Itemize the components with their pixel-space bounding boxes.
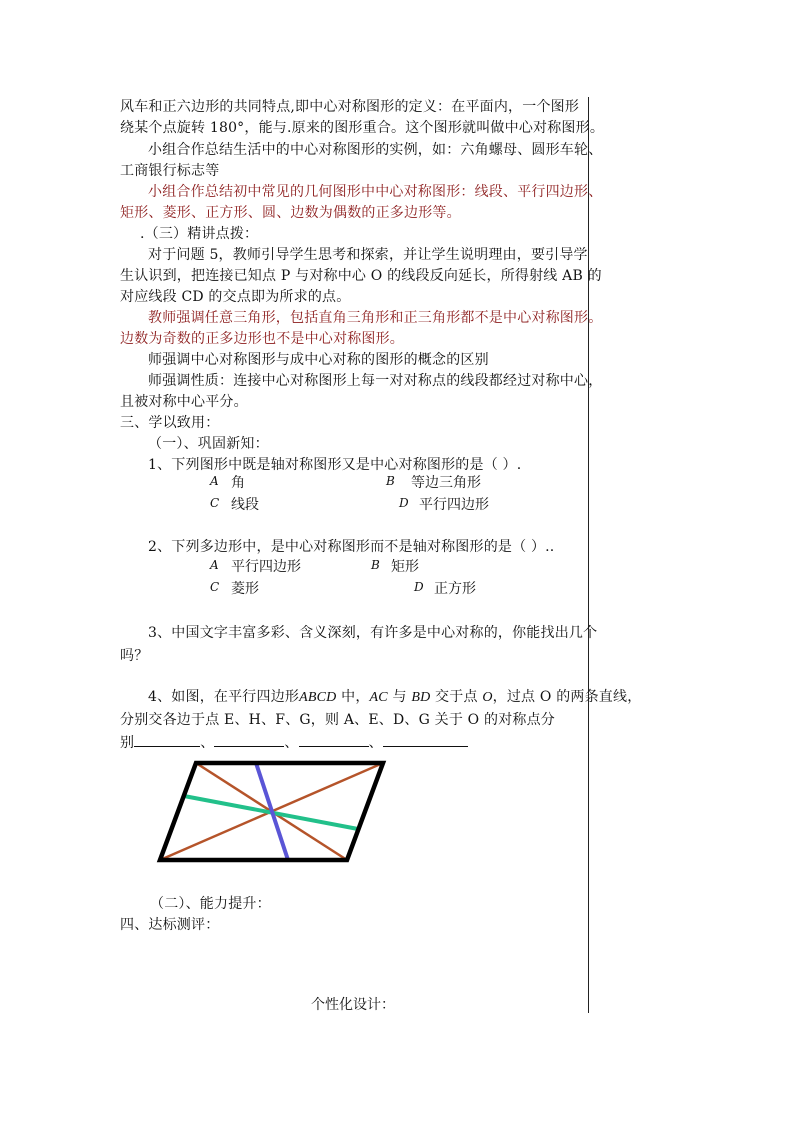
q4-text: ，过点 O 的两条直线， [492, 689, 642, 705]
option-letter: C [210, 496, 220, 510]
option-text: 平行四边形 [419, 497, 489, 513]
subsection-heading: （一）、巩固新知： [148, 436, 269, 452]
section-heading: .（三）精讲点拨： [140, 226, 259, 242]
paragraph-line-highlight: 教师强调任意三角形，包括直角三角形和正三角形都不是中心对称图形。 [148, 310, 603, 326]
paragraph-line: 师强调性质：连接中心对称图形上每一对对称点的线段都经过对称中心， [148, 373, 603, 389]
question-4-cont: 分别交各边于点 E、H、F、G，则 A、E、D、G 关于 O 的对称点分 [120, 712, 555, 728]
paragraph-line: 小组合作总结生活中的中心对称图形的实例，如：六角螺母、圆形车轮、 [148, 142, 603, 158]
paragraph-line: 生认识到，把连接已知点 P 与对称中心 O 的线段反向延长，所得射线 AB 的 [120, 268, 602, 284]
option-text: 线段 [231, 497, 259, 513]
question-2: 2、下列多边形中，是中心对称图形而不是轴对称图形的是（ ）.. [148, 539, 555, 555]
question-4-answer-line [120, 732, 468, 753]
paragraph-line: 风车和正六边形的共同特点,即中心对称图形的定义：在平面内，一个图形 [120, 99, 580, 115]
paragraph-line: 工商银行标志等 [120, 163, 220, 179]
right-margin-rule [588, 97, 589, 1013]
option-letter: A [210, 474, 219, 488]
personalized-design-label: 个性化设计： [311, 997, 395, 1013]
q4-text: 与 [387, 689, 412, 705]
q4-text: 4、如图，在平行四边形 [148, 689, 300, 705]
answer-blank-3[interactable] [299, 732, 369, 747]
q4-abcd: ABCD [299, 690, 337, 705]
option-text: 平行四边形 [231, 559, 301, 575]
option-letter: A [210, 558, 219, 572]
paragraph-line-highlight: 小组合作总结初中常见的几何图形中中心对称图形：线段、平行四边形、 [148, 184, 603, 200]
option-text: 菱形 [231, 581, 259, 597]
option-letter: C [210, 580, 220, 594]
answer-blank-2[interactable] [214, 732, 284, 747]
option-letter: D [399, 496, 409, 510]
subsection-heading: （二）、能力提升： [150, 896, 271, 912]
paragraph-line-highlight: 边数为奇数的正多边形也不是中心对称图形。 [120, 331, 404, 347]
separator: 、 [200, 735, 215, 751]
q4-bd: BD [411, 690, 431, 705]
separator: 、 [368, 735, 383, 751]
option-letter: B [371, 558, 380, 572]
q4-text: 中， [336, 689, 370, 705]
q4-text: 交于点 [430, 689, 483, 705]
option-text: 角 [231, 475, 245, 491]
parallelogram-figure [150, 755, 395, 870]
section-heading: 三、学以致用： [120, 415, 220, 431]
q4-ac: AC [369, 690, 388, 705]
question-3: 3、中国文字丰富多彩、含义深刻，有许多是中心对称的，你能找出几个 [148, 625, 598, 641]
separator: 、 [284, 735, 299, 751]
option-letter: D [414, 580, 424, 594]
answer-blank-4[interactable] [383, 732, 468, 747]
paragraph-line: 且被对称中心平分。 [120, 394, 248, 410]
question-3-cont: 吗？ [120, 648, 149, 664]
question-4 [148, 687, 641, 708]
section-heading: 四、达标测评： [120, 917, 220, 933]
option-text: 正方形 [434, 581, 476, 597]
option-text: 等边三角形 [411, 475, 481, 491]
paragraph-line: 绕某个点旋转 180°，能与.原来的图形重合。这个图形就叫做中心对称图形。 [120, 120, 605, 136]
option-letter: B [386, 474, 395, 488]
paragraph-line: 对于问题 5，教师引导学生思考和探索，并让学生说明理由，要引导学 [148, 247, 588, 263]
paragraph-line: 对应线段 CD 的交点即为所求的点。 [120, 289, 351, 305]
answer-blank-1[interactable] [134, 732, 200, 747]
question-1: 1、下列图形中既是轴对称图形又是中心对称图形的是（ ）. [148, 457, 522, 473]
q4-o: O [482, 690, 493, 705]
paragraph-line-highlight: 矩形、菱形、正方形、圆、边数为偶数的正多边形等。 [120, 205, 461, 221]
option-text: 矩形 [391, 559, 419, 575]
paragraph-line: 师强调中心对称图形与成中心对称的图形的概念的区别 [148, 352, 489, 368]
q4-text: 别 [120, 735, 135, 751]
